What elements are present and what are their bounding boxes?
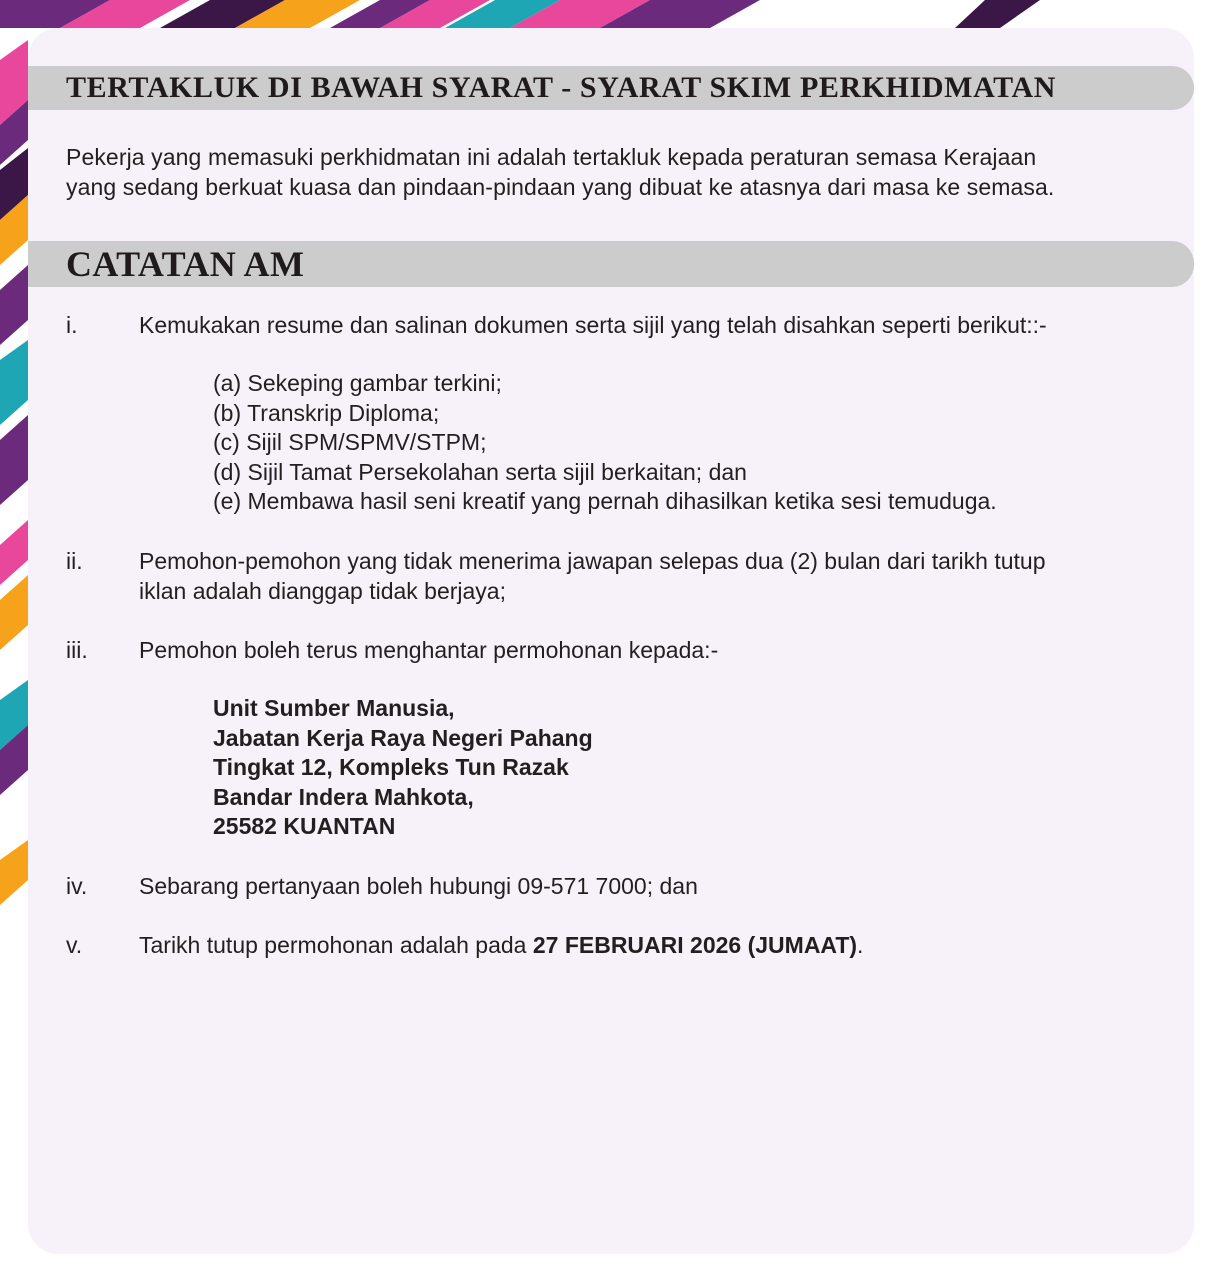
closing-period: . — [857, 932, 864, 958]
list-item-text: Pemohon boleh terus menghantar permohonan kepada:- — [139, 637, 719, 663]
list-item-text — [139, 546, 1159, 606]
address-line-1: Unit Sumber Manusia, — [213, 695, 455, 721]
address-line-3: Tingkat 12, Kompleks Tun Razak — [213, 754, 569, 780]
section-heading-syarat: TERTAKLUK DI BAWAH SYARAT - SYARAT SKIM PERKHIDMATAN — [28, 66, 1194, 110]
sublist-item-a: (a) Sekeping gambar terkini; — [213, 370, 502, 396]
sublist-item-b: (b) Transkrip Diploma; — [213, 399, 440, 426]
content-card — [28, 28, 1194, 1254]
list-item-line-2: iklan adalah dianggap tidak berjaya; — [139, 578, 506, 604]
list-item-text: Kemukakan resume dan salinan dokumen serta sijil yang telah disahkan seperti berikut::- — [139, 312, 1047, 338]
list-item-line-1: Pemohon-pemohon yang tidak menerima jawapan selepas dua (2) bulan dari tarikh tutup — [139, 548, 1046, 574]
sublist-item-c: (c) Sijil SPM/SPMV/STPM; — [213, 429, 487, 455]
list-item-text: Sebarang pertanyaan boleh hubungi 09-571 7000; dan — [139, 873, 698, 899]
list-item-number: iii. — [66, 637, 88, 663]
syarat-line-2: yang sedang berkuat kuasa dan pindaan-pindaan yang dibuat ke atasnya dari masa ke semasa. — [66, 174, 1055, 200]
list-item-number: iv. — [66, 873, 88, 899]
sublist-item-e: (e) Membawa hasil seni kreatif yang pernah dihasilkan ketika sesi temuduga. — [213, 488, 997, 514]
address-line-5: 25582 KUANTAN — [213, 813, 396, 839]
closing-date: 27 FEBRUARI 2026 (JUMAAT) — [532, 932, 858, 958]
mailing-address — [213, 694, 593, 842]
closing-text: Tarikh tutup permohonan adalah pada — [139, 932, 533, 958]
list-item-number: ii. — [66, 548, 83, 574]
list-item-number: i. — [66, 312, 78, 338]
address-line-2: Jabatan Kerja Raya Negeri Pahang — [213, 724, 593, 751]
section-heading-catatan: CATATAN AM — [28, 241, 1194, 287]
address-line-4: Bandar Indera Mahkota, — [213, 783, 474, 810]
sublist-item-d: (d) Sijil Tamat Persekolahan serta sijil berkaitan; dan — [213, 458, 747, 485]
list-item-number: v. — [66, 932, 83, 958]
document-sublist — [213, 369, 997, 517]
syarat-paragraph — [66, 142, 1166, 202]
list-item-text — [139, 930, 1159, 960]
syarat-line-1: Pekerja yang memasuki perkhidmatan ini adalah tertakluk kepada peraturan semasa Kerajaan — [66, 144, 1037, 170]
